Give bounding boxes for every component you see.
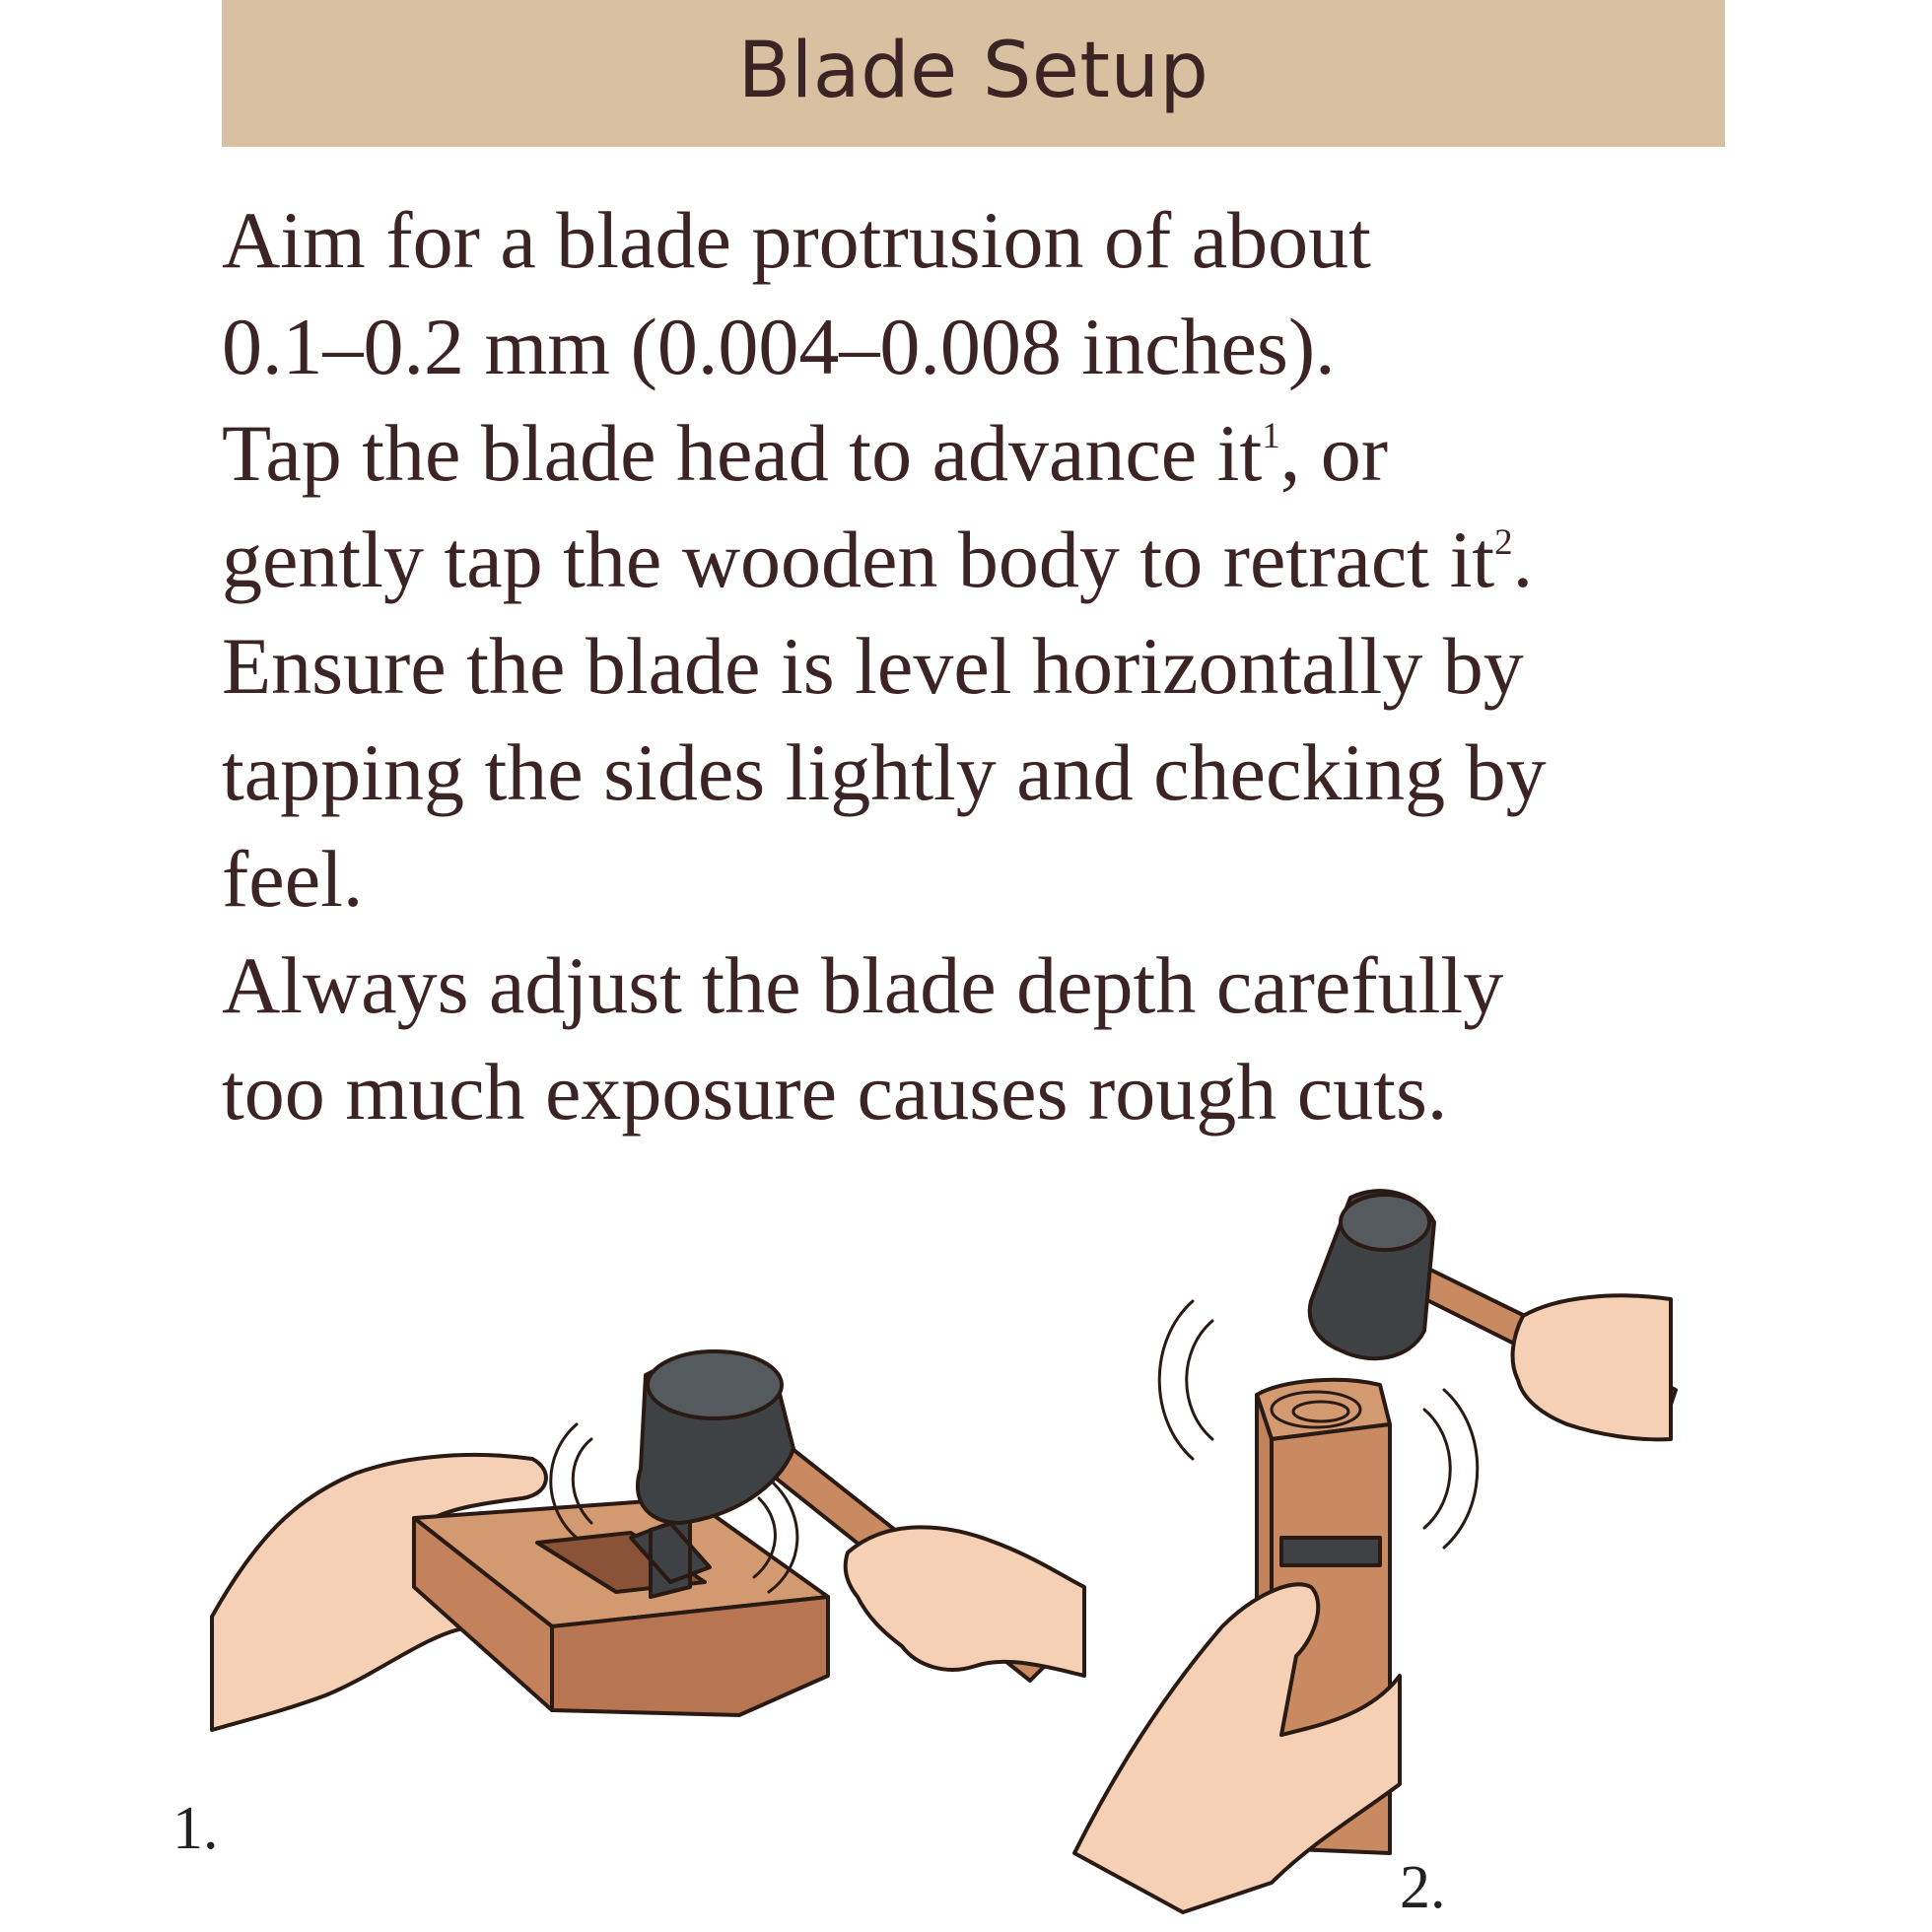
instruction-line-4 [222,507,1760,613]
figure-2-label: 2. [1400,1854,1446,1921]
instruction-line-7: feel. [222,834,364,924]
figure-1-label: 1. [172,1795,219,1862]
instruction-line-8: Always adjust the blade depth carefully [222,940,1504,1030]
section-title: Blade Setup [737,26,1209,115]
line-4-text: gently tap the wooden body to retract it [222,515,1495,604]
right-hand-icon [846,1527,1084,1676]
instruction-line-5: Ensure the blade is level horizontally by [222,621,1524,711]
instruction-text [222,187,1760,1145]
top-hand-icon [1513,1295,1671,1439]
line-3-text: Tap the blade head to advance it [222,408,1263,498]
figure-1-illustration [212,1351,1084,1730]
plane-2-mouth-icon [1281,1538,1380,1565]
instruction-line-3 [222,400,1760,507]
instruction-line-9: too much exposure causes rough cuts. [222,1047,1448,1137]
footnote-ref-2: 2 [1494,520,1513,562]
mallet-face-icon [648,1351,782,1418]
instruction-line-6: tapping the sides lightly and checking by [222,727,1547,817]
footnote-ref-1: 1 [1262,414,1280,455]
instruction-line-1: Aim for a blade protrusion of about [222,195,1371,285]
line-3-tail: , or [1279,408,1388,498]
mallet-2-face-icon [1341,1195,1429,1250]
line-4-tail: . [1512,515,1534,604]
instruction-line-2: 0.1–0.2 mm (0.004–0.008 inches). [222,302,1336,391]
figure-2-illustration [1074,1191,1676,1912]
section-header [222,0,1725,147]
illustration [0,1163,1932,1932]
